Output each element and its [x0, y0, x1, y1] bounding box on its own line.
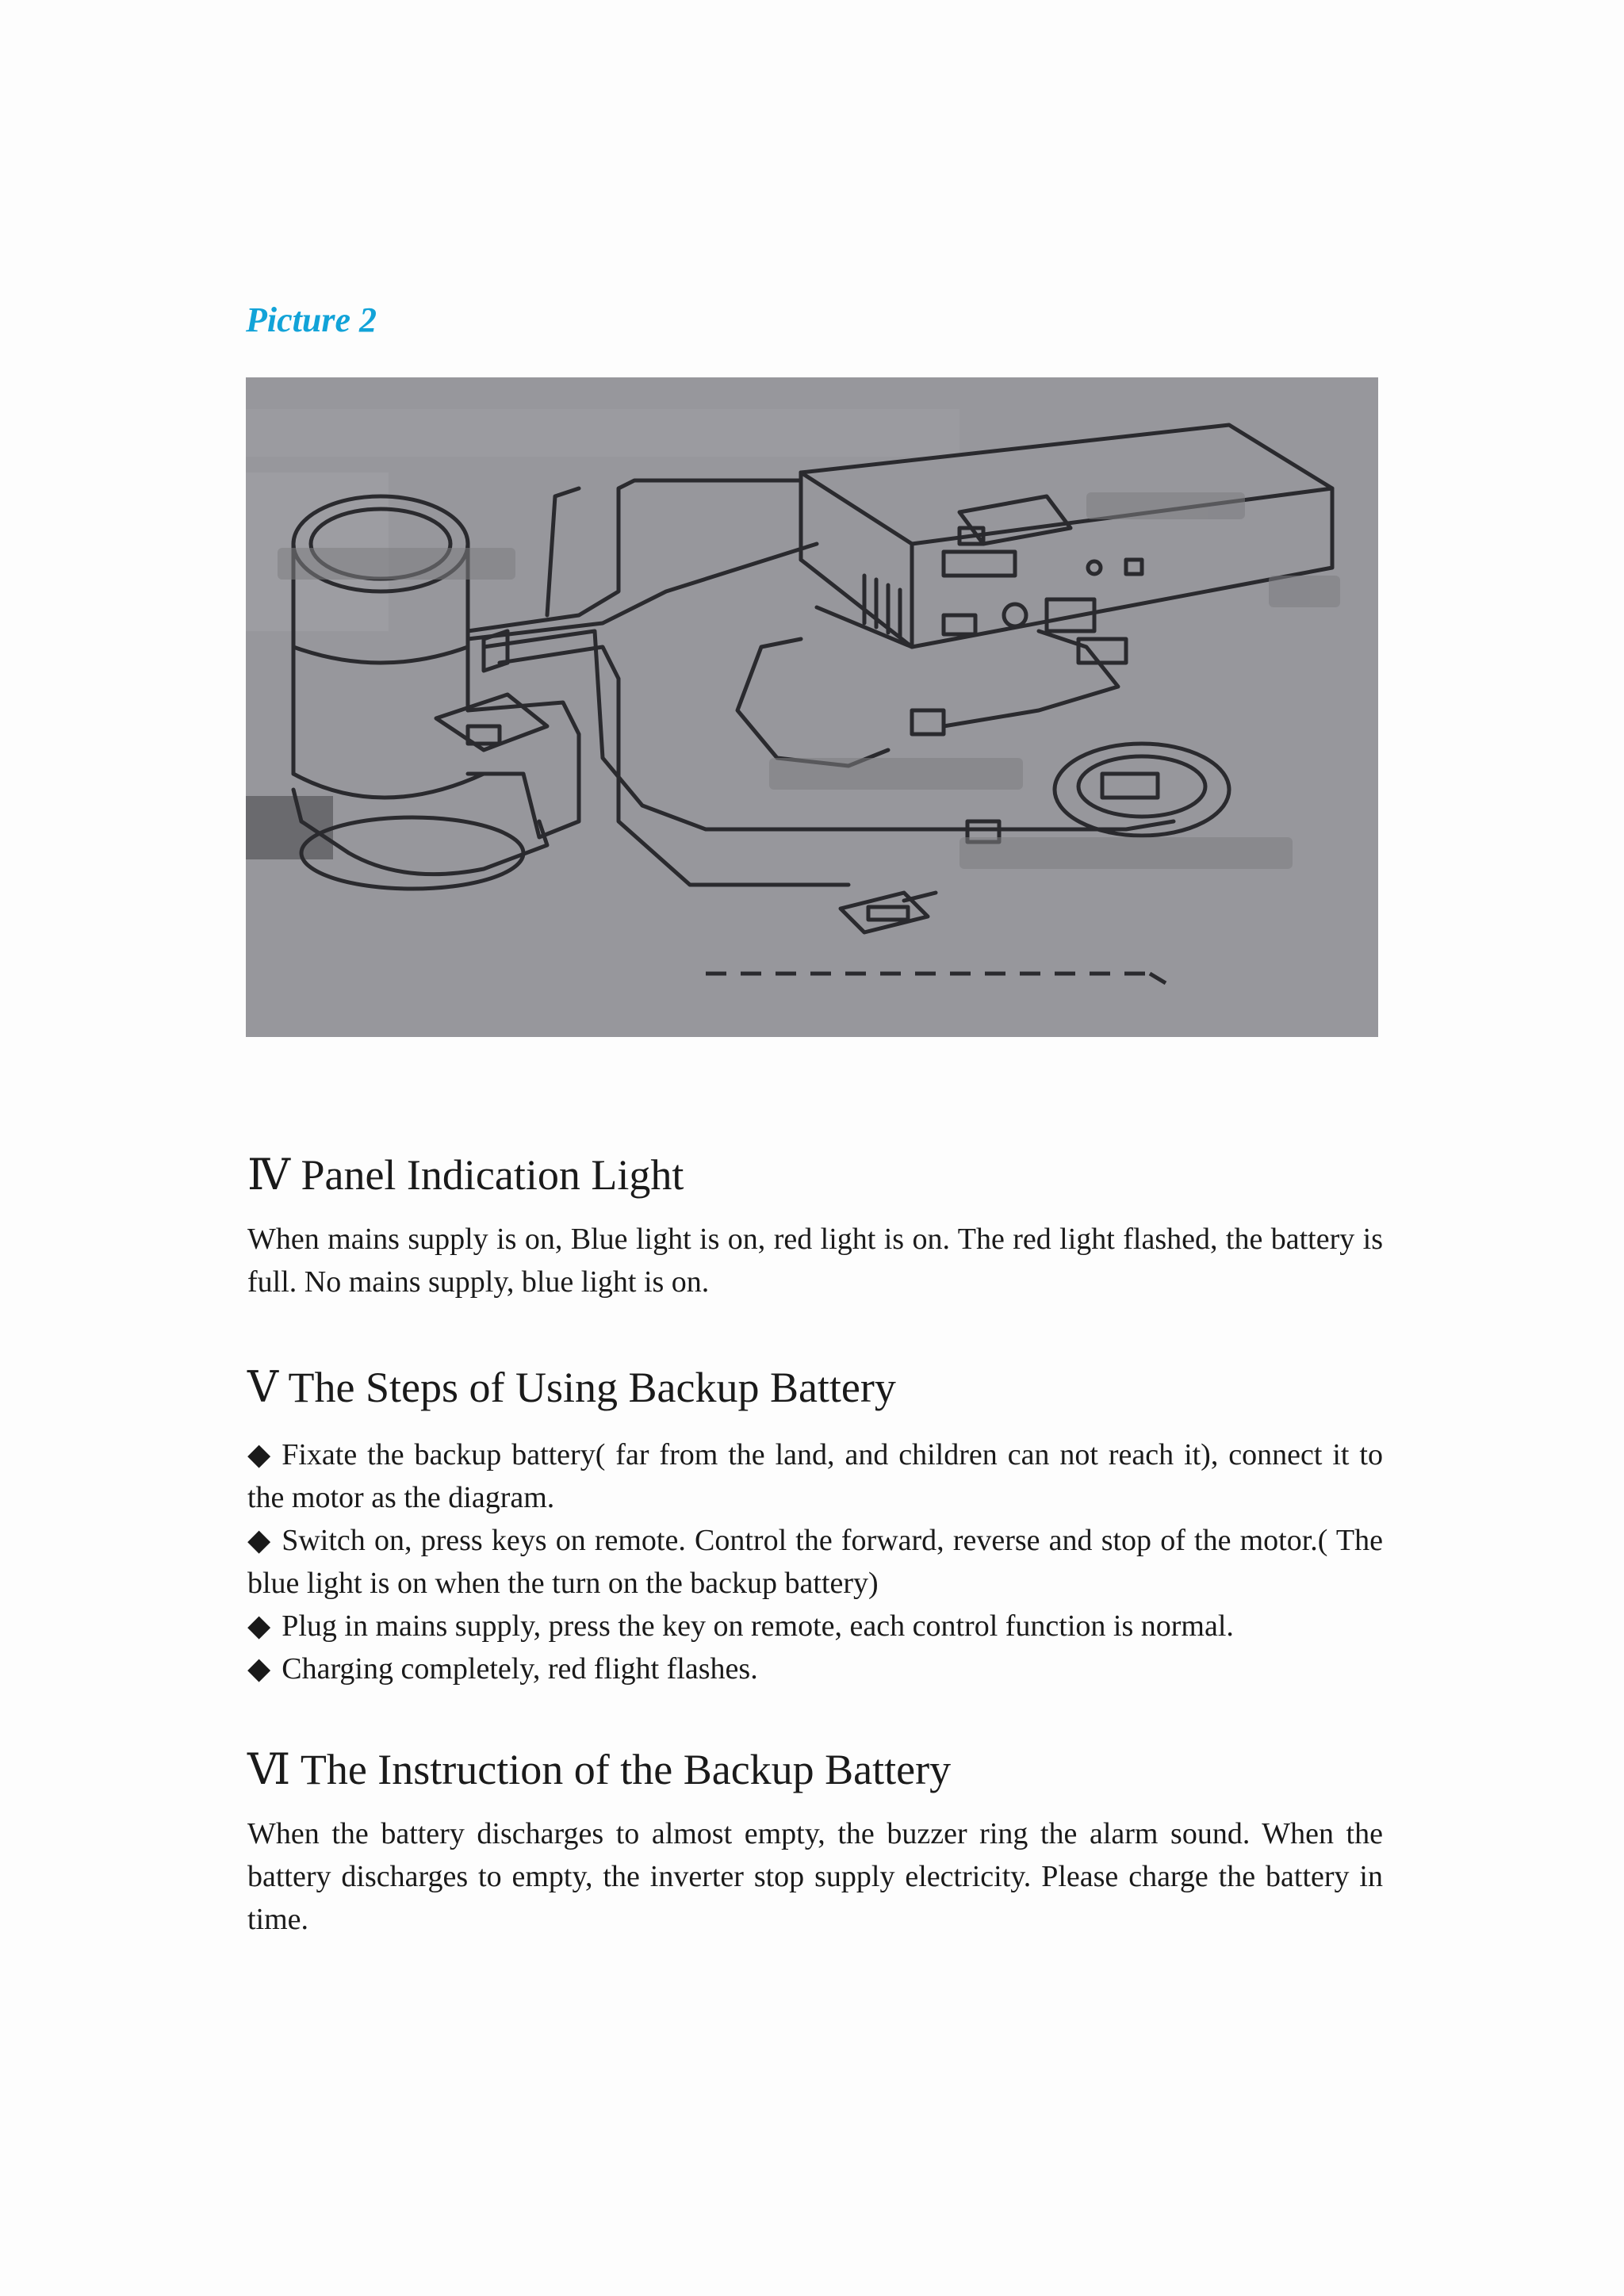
list-item [247, 1433, 1383, 1519]
section-heading-panel-indication: Ⅳ Panel Indication Light [247, 1151, 684, 1199]
step-text: Plug in mains supply, press the key on remote, each control function is normal. [282, 1609, 1234, 1643]
section-heading-steps: Ⅴ The Steps of Using Backup Battery [247, 1364, 896, 1411]
step-text: Charging completely, red flight flashes. [282, 1652, 758, 1686]
step-text: Switch on, press keys on remote. Control the forward, reverse and stop of the motor.( The blue light is on when the turn on the backup battery) [247, 1524, 1383, 1600]
installation-diagram-photo [246, 377, 1378, 1037]
section-heading-instruction: Ⅵ The Instruction of the Backup Battery [247, 1746, 952, 1793]
step-text: Fixate the backup battery( far from the land, and children can not reach it), connect it to the motor as the diagram. [247, 1438, 1383, 1514]
list-item [247, 1647, 1383, 1690]
list-item [247, 1519, 1383, 1605]
diamond-bullet-icon: ◆ [247, 1609, 271, 1643]
panel-indication-paragraph: When mains supply is on, Blue light is on, red light is on. The red light flashed, the battery is full. No mains supply, blue light is on. [247, 1223, 1383, 1299]
diamond-bullet-icon: ◆ [247, 1524, 271, 1557]
diamond-bullet-icon: ◆ [247, 1652, 271, 1686]
steps-list [247, 1433, 1383, 1690]
figure-caption: Picture 2 [246, 300, 377, 339]
list-item [247, 1605, 1383, 1647]
instruction-paragraph: When the battery discharges to almost empty, the buzzer ring the alarm sound. When the battery discharges to empty, the inverter stop supply electricity. Please charge the battery in time. [247, 1817, 1383, 1936]
diamond-bullet-icon: ◆ [247, 1438, 271, 1471]
